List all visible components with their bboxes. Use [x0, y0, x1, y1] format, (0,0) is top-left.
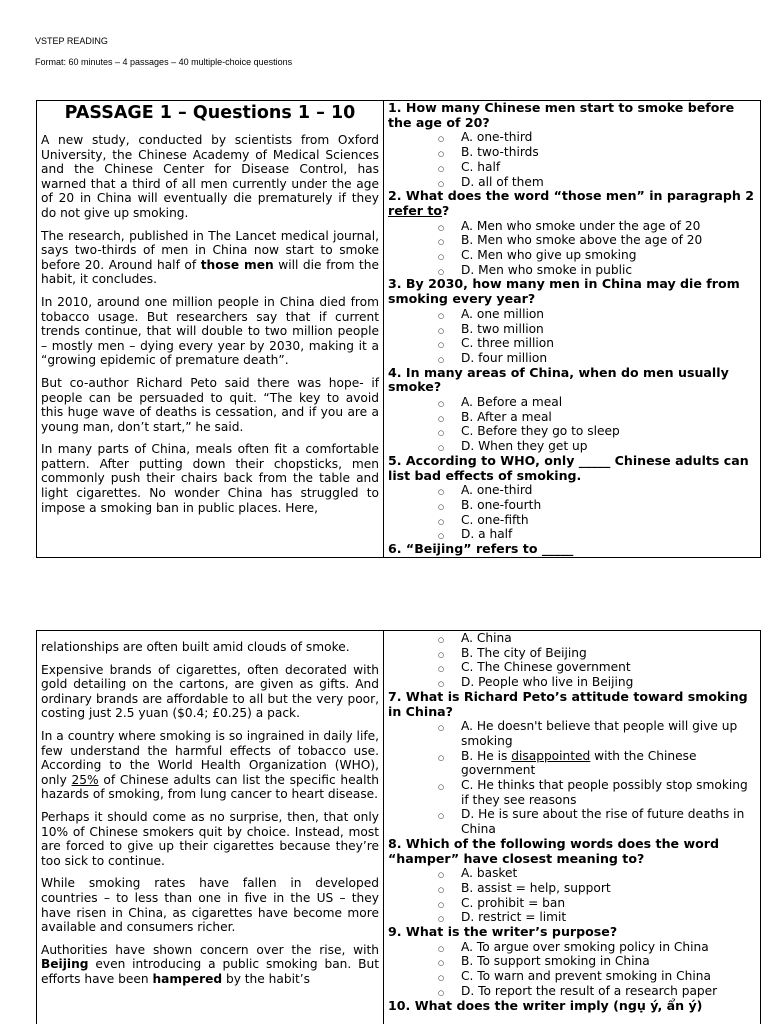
option: ○ A. one million: [438, 307, 758, 322]
paragraph-8: Perhaps it should come as no surprise, then, that only 10% of Chinese smokers quit by choice. Instead, most are forced to give up their cigarettes because they’re too sick to continue.: [41, 809, 379, 868]
question-3-options: [388, 307, 758, 366]
option: ○ A. Men who smoke under the age of 20: [438, 219, 758, 234]
question-2: [388, 189, 758, 218]
paragraph-4: But co-author Richard Peto said there was hope- if people can be persuaded to quit. “The key to avoid this huge wave of deaths is cessation, and if you are a young man, don’t start,” he said.: [41, 375, 379, 434]
paragraph-10-text: Authorities have shown concern over the rise, with: [41, 942, 379, 957]
passage-table-part-1: [36, 100, 761, 558]
question-8-options: [388, 866, 758, 925]
option: ○ D. People who live in Beijing: [438, 675, 758, 690]
option: ○ D. a half: [438, 527, 758, 542]
option: ○ A. basket: [438, 866, 758, 881]
paragraph-1: A new study, conducted by scientists from Oxford University, the Chinese Academy of Medical Sciences and the Chinese Center for Disease Control, has warned that a third of all men currently under the age of 20 in China will eventually die prematurely if they do not give up smoking.: [41, 133, 379, 220]
question-2-end: ?: [442, 202, 450, 218]
option: ○ C. He thinks that people possibly stop smoking if they see reasons: [438, 778, 758, 807]
option: ○ C. Men who give up smoking: [438, 248, 758, 263]
paragraph-7-text: In a country where smoking is so ingrained in daily life, few understand the harmful effects of tobacco use. According to the World Health Organization (WHO), only: [41, 728, 379, 787]
option: ○ A. Before a meal: [438, 395, 758, 410]
keyword-those-men: those men: [200, 257, 274, 272]
option: ○ C. To warn and prevent smoking in China: [438, 969, 758, 984]
passage-title: PASSAGE 1 – Questions 1 – 10: [64, 103, 356, 123]
option: ○ B. To support smoking in China: [438, 954, 758, 969]
option: ○ D. When they get up: [438, 439, 758, 454]
option: ○ B. two-thirds: [438, 145, 758, 160]
keyword-hampered: hampered: [152, 971, 223, 986]
option: ○ A. To argue over smoking policy in China: [438, 940, 758, 955]
option: ○ D. He is sure about the rise of future deaths in China: [438, 807, 758, 836]
passage-column: [37, 101, 384, 557]
option-text: B. He is: [461, 748, 512, 763]
option: ○ D. restrict = limit: [438, 910, 758, 925]
paragraph-6: Expensive brands of cigarettes, often decorated with gold detailing on the cartons, are given as gifts. And ordinary brands are affordable to all but the very poor, costing just 2.5 yuan ($0.4; £0.25) a pack.: [41, 662, 379, 721]
question-4: 4. In many areas of China, when do men usually smoke?: [388, 364, 729, 395]
question-5: 5. According to WHO, only _____ Chinese adults can list bad effects of smoking.: [388, 452, 749, 483]
question-3: 3. By 2030, how many men in China may die from smoking every year?: [388, 276, 740, 307]
header-title: VSTEP READING: [35, 36, 108, 46]
question-1: 1. How many Chinese men start to smoke before the age of 20?: [388, 101, 735, 130]
option: ○ D. four million: [438, 351, 758, 366]
option: ○ C. The Chinese government: [438, 660, 758, 675]
question-7-options: [388, 719, 758, 837]
questions-column-continued: [384, 631, 760, 1024]
paragraph-9: While smoking rates have fallen in developed countries – to less than one in five in the US – they have risen in China, as cigarettes have become more available and consumers richer.: [41, 876, 379, 935]
paragraph-2-text: The research, published in The Lancet medical journal, says two-thirds of men in China now start to smoke before 20. Around half of: [41, 228, 379, 272]
option: ○ C. Before they go to sleep: [438, 424, 758, 439]
option: ○ B. two million: [438, 322, 758, 337]
question-2-text: 2. What does the word “those men” in paragraph 2: [388, 188, 754, 204]
paragraph-3: In 2010, around one million people in China died from tobacco usage. But researchers say that if current trends continue, that will double to two million people – mostly men – dying every year by 2030, making it a “growing epidemic of premature death”.: [41, 294, 379, 368]
question-1-options: [388, 130, 758, 189]
option: ○ C. one-fifth: [438, 513, 758, 528]
option: ○ B. The city of Beijing: [438, 646, 758, 661]
option: ○ D. To report the result of a research paper: [438, 984, 758, 999]
option: ○ D. all of them: [438, 175, 758, 190]
question-9: 9. What is the writer’s purpose?: [388, 924, 618, 940]
paragraph-2: [41, 229, 379, 287]
question-2-options: [388, 219, 758, 278]
header-format: Format: 60 minutes – 4 passages – 40 multiple-choice questions: [35, 57, 293, 67]
question-7: 7. What is Richard Peto’s attitude toward smoking in China?: [388, 688, 748, 719]
question-6-options: [388, 631, 758, 690]
passage-column-continued: [37, 631, 384, 1024]
keyword-25-percent: 25%: [71, 772, 99, 787]
option: ○ D. Men who smoke in public: [438, 263, 758, 278]
paragraph-10-text-end: by the habit’s: [222, 971, 310, 986]
option: ○ C. half: [438, 160, 758, 175]
question-2-underlined: refer to: [388, 202, 443, 218]
option: [438, 749, 758, 778]
option: ○ A. one-third: [438, 483, 758, 498]
option: ○ A. He doesn't believe that people will give up smoking: [438, 719, 758, 748]
keyword-disappointed: disappointed: [511, 748, 591, 763]
question-8: 8. Which of the following words does the word “hamper” have closest meaning to?: [388, 835, 719, 866]
paragraph-5-continued: relationships are often built amid clouds of smoke.: [41, 640, 350, 654]
keyword-beijing: Beijing: [41, 957, 89, 972]
passage-table-part-2: [36, 630, 761, 1024]
question-10: 10. What does the writer imply (ngụ ý, ẩn ý): [388, 997, 703, 1013]
question-5-options: [388, 483, 758, 542]
option: ○ B. Men who smoke above the age of 20: [438, 233, 758, 248]
paragraph-10-text-mid: even introducing a public smoking ban. But efforts have been: [41, 957, 379, 986]
question-6: 6. “Beijing” refers to _____: [388, 541, 574, 557]
paragraph-5: In many parts of China, meals often fit a comfortable pattern. After putting down their chopsticks, men commonly push their chairs back from the table and light cigarettes. No wonder China has struggled to impose a smoking ban in public places. Here,: [41, 442, 379, 515]
paragraph-7-text-end: of Chinese adults can list the specific health hazards of smoking, from lung cancer to heart disease.: [41, 772, 380, 802]
question-9-options: [388, 940, 758, 999]
option: ○ C. prohibit = ban: [438, 896, 758, 911]
paragraph-2-text-end: will die from the habit, it concludes.: [41, 257, 380, 287]
option: ○ C. three million: [438, 336, 758, 351]
question-4-options: [388, 395, 758, 454]
option: ○ A. one-third: [438, 130, 758, 145]
option: ○ B. After a meal: [438, 410, 758, 425]
option: ○ A. China: [438, 631, 758, 646]
option: ○ B. one-fourth: [438, 498, 758, 513]
paragraph-10: [41, 943, 379, 987]
questions-column: [384, 101, 760, 557]
option-text-end: with the Chinese government: [461, 748, 697, 778]
paragraph-7: [41, 729, 379, 802]
option: ○ B. assist = help, support: [438, 881, 758, 896]
